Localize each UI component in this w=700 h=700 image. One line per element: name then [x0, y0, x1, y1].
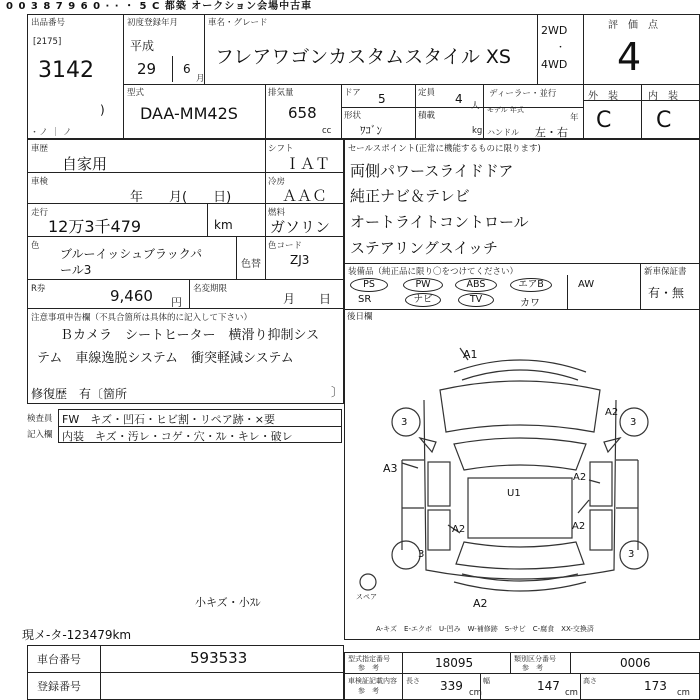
handle-value: 左・右	[535, 126, 568, 139]
interior-hand-note: 小キズ・小ｽﾚ	[195, 596, 261, 609]
lot-bracket: [2175]	[33, 37, 62, 47]
load-unit: kg	[472, 126, 483, 136]
equip-leather: カワ	[520, 298, 540, 309]
car-name: フレアワゴンカスタムスタイル XS	[215, 46, 511, 68]
new-car-warranty-value: 有・無	[648, 286, 685, 300]
length-label: 長さ	[406, 677, 420, 685]
height-unit: cm	[677, 688, 690, 698]
interior-label: 内 装	[648, 91, 678, 102]
lot-number: 3142	[38, 58, 94, 83]
drive-2wd: 2WD	[541, 24, 568, 37]
name-change-label: 名変期限	[193, 284, 228, 294]
load-label: 積載	[418, 111, 436, 121]
equip-abs: ABS	[455, 278, 497, 292]
recycle-unit: 円	[171, 296, 182, 309]
score-value: 4	[617, 35, 642, 79]
mileage-label: 走行	[31, 208, 49, 218]
fuel-label: 燃料	[268, 208, 286, 218]
doors-label: ドア	[344, 88, 361, 98]
color-code-value: ZJ3	[290, 253, 310, 267]
mark-left-rear: A2	[452, 524, 466, 535]
header-strip: 0 0 3 8 7 9 6 0 · · ・ 5 C 都築 オークション会場中古車	[6, 1, 313, 12]
color-value-1: ブルーイッシュブラックパ	[60, 247, 203, 261]
usage-value: 自家用	[62, 155, 108, 173]
interior-grade: C	[656, 108, 672, 133]
chassis-label: 車台番号	[37, 653, 81, 666]
selling-point-2: 純正ナビ＆テレビ	[350, 187, 470, 205]
cooling-label: 冷房	[268, 177, 286, 187]
mileage-unit: km	[214, 218, 233, 232]
shape-label: 形状	[344, 111, 362, 121]
spare-label: スペア	[356, 593, 377, 601]
selling-point-1: 両側パワースライドドア	[350, 162, 514, 180]
mark-front-right-wheel: 3	[630, 417, 637, 428]
type-designation-sub: 参 考	[358, 664, 379, 672]
name-change-value: 月 日	[283, 292, 332, 306]
displacement-unit: cc	[322, 126, 332, 136]
inspector-row-1: FW キズ・凹石・ヒビ割・リペア跡・×要	[62, 413, 275, 426]
length-unit: cm	[469, 688, 482, 698]
inspector-label-1: 検査員	[27, 414, 53, 424]
shift-value: ＩＡＴ	[285, 155, 331, 173]
displacement-label: 排気量	[268, 88, 294, 98]
category-number-sub: 参 考	[522, 664, 543, 672]
inspector-label-2: 記入欄	[27, 430, 53, 440]
type-designation-label: 型式指定番号	[348, 655, 390, 663]
lot-label: 出品番号	[31, 18, 66, 28]
height-value: 173	[644, 679, 667, 693]
exterior-label: 外 装	[588, 91, 618, 102]
capacity-unit: 人	[471, 101, 480, 111]
repair-close: 〕	[331, 385, 344, 399]
recycle-value: 9,460	[110, 287, 153, 305]
dimensions-sub: 参 考	[358, 687, 379, 695]
usage-label: 車歴	[31, 144, 49, 154]
notes-label: 注意事項申告欄（不具合箇所は具体的に記入して下さい）	[31, 313, 253, 323]
registration-label: 初度登録年月	[127, 18, 179, 28]
capacity-value: 4	[455, 92, 463, 106]
capacity-label: 定員	[418, 88, 436, 98]
car-name-label: 車名・グレード	[208, 18, 268, 28]
shape-value: ﾜｺﾞﾝ	[360, 124, 382, 137]
height-label: 高さ	[583, 677, 597, 685]
length-value: 339	[440, 679, 463, 693]
repair-label: 修復歴 有〔箇所	[31, 387, 128, 401]
dealer-label: ディーラー・並行	[489, 89, 557, 99]
cooling-value: ＡＡＣ	[282, 187, 328, 205]
category-number-label: 類別区分番号	[514, 655, 556, 663]
category-number-value: 0006	[620, 656, 651, 670]
mark-roof: U1	[507, 488, 521, 499]
registration-month-unit: 月	[196, 74, 205, 84]
mark-right-rear: A2	[572, 521, 586, 532]
mark-front-bumper: A1	[463, 348, 478, 361]
recycle-label: R券	[31, 284, 46, 294]
handle-label: ハンドル	[487, 128, 519, 137]
equip-navi: ナビ	[405, 293, 441, 307]
registration-month: 6	[183, 62, 191, 76]
inspection-label: 車検	[31, 177, 49, 187]
drive-4wd: 4WD	[541, 58, 568, 71]
model-value: DAA-MM42S	[140, 104, 238, 123]
equipment-label: 装備品（純正品に限り〇をつけてください）	[348, 267, 519, 277]
mark-rear-left-wheel: 3	[418, 549, 425, 560]
equip-tv: TV	[458, 293, 494, 307]
notes-text-1: Ｂカメラ シートヒーター 横滑り抑制シス	[60, 328, 320, 343]
mark-rear-right-wheel: 3	[628, 549, 635, 560]
model-year-unit: 年	[570, 113, 579, 123]
color-value-2: ール3	[60, 263, 92, 277]
width-label: 幅	[483, 677, 490, 685]
registration-era: 平成	[130, 39, 155, 53]
exterior-grade: C	[596, 108, 612, 133]
dimensions-label: 車検証記載内容	[348, 677, 397, 685]
color-label: 色	[31, 241, 40, 251]
registration-year: 29	[137, 60, 157, 78]
equip-ps: PS	[350, 278, 388, 292]
score-label: 評 価 点	[608, 20, 658, 31]
shift-label: シフト	[268, 144, 294, 154]
mark-rear-bumper: A2	[473, 597, 488, 610]
doors-value: 5	[378, 92, 386, 106]
width-value: 147	[537, 679, 560, 693]
selling-point-3: オートライトコントロール	[350, 213, 529, 231]
equip-pw: PW	[403, 278, 443, 292]
notes-text-2: テム 車線逸脱システム 衝突軽減システム	[37, 351, 294, 366]
equip-airbag: エアB	[510, 278, 552, 292]
selling-point-4: ステアリングスイッチ	[350, 239, 499, 257]
current-meter-note: 現メ-タ-123479km	[22, 628, 132, 642]
inspector-row-2: 内装 キズ・汚レ・コゲ・穴・ｽﾚ・キレ・破レ	[62, 430, 293, 443]
inspection-value: 年 月( 日)	[130, 190, 232, 205]
mark-right-door: A2	[573, 472, 587, 483]
model-label: 型式	[127, 88, 145, 98]
lot-hand-note: ・ノ ｜ ノ	[30, 128, 72, 138]
diagram-label: 後日欄	[347, 312, 373, 322]
color-code-label: 色コード	[268, 241, 303, 251]
displacement-value: 658	[288, 104, 317, 122]
mark-front-left-wheel: 3	[401, 417, 408, 428]
selling-points-label: セールスポイント(正常に機能するものに限ります)	[348, 144, 541, 154]
fuel-value: ガソリン	[270, 218, 331, 236]
mark-left-door: A3	[383, 462, 398, 475]
mileage-value: 12万3千479	[48, 217, 142, 236]
drive-dot: ・	[556, 43, 566, 53]
reg-number-label: 登録番号	[37, 680, 81, 693]
width-unit: cm	[565, 688, 578, 698]
chassis-value: 593533	[190, 649, 248, 667]
model-year-label: モデル 年式	[487, 106, 524, 114]
damage-legend: A-キズ E-エクボ U-凹み W-補修跡 S-サビ C-腐食 XX-交換済	[376, 625, 594, 633]
equip-sr: SR	[358, 294, 372, 305]
lot-close-paren: )	[100, 103, 105, 117]
type-designation-value: 18095	[435, 656, 474, 670]
equip-aw: AW	[578, 279, 595, 290]
color-change-label: 色替	[241, 259, 261, 270]
mark-right-front: A2	[605, 407, 619, 418]
new-car-warranty-label: 新車保証書	[644, 267, 687, 277]
